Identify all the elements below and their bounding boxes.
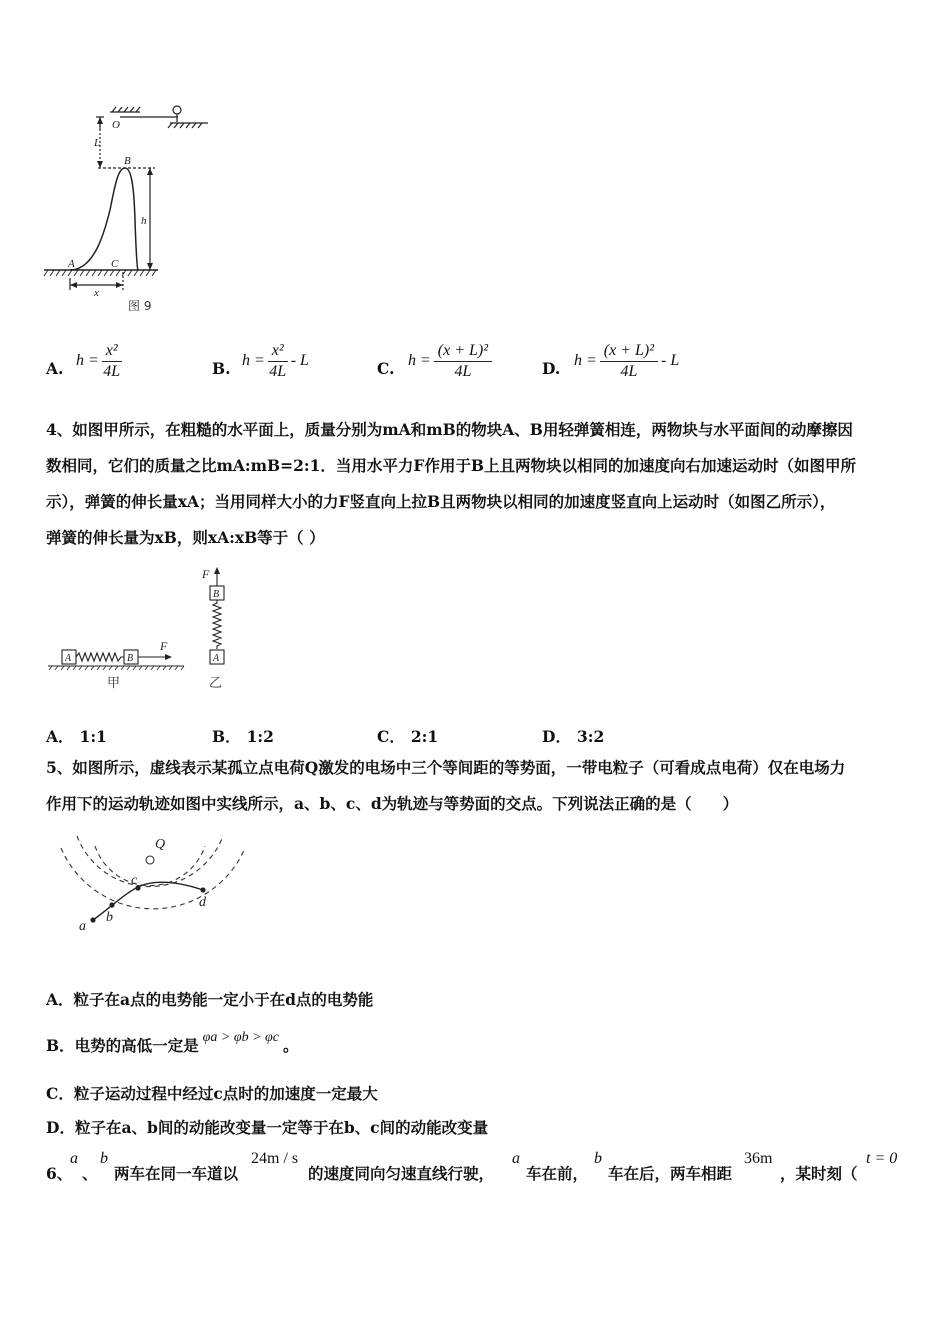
q3-d-num: (x + L)²: [600, 341, 658, 362]
q5-option-d: [46, 1116, 488, 1138]
q5-option-c: [46, 1082, 378, 1104]
q3-b-num: x²: [268, 341, 288, 362]
fig9-label-o: O: [112, 119, 120, 131]
q4-line-2: 数相同，它们的质量之比mA:mB=2:1．当用水平力F作用于B上且两物块以相同的加速度向右加速运动时（如图甲所: [46, 456, 857, 475]
q3-option-d-label: D.: [542, 359, 561, 378]
q5-line-2: 作用下的运动轨迹如图中实线所示，a、b、c、d为轨迹与等势面的交点。下列说法正确的是（ ）: [46, 794, 739, 813]
q3-b-lhs: h =: [242, 352, 265, 370]
q3-option-c-label: C.: [377, 359, 395, 378]
q4-option-a-text: 1:1: [79, 727, 107, 746]
q5-fig-c: c: [131, 873, 138, 888]
q4-option-c: [377, 725, 438, 747]
q4-option-d: [542, 725, 604, 747]
q5-option-d-label: D．: [46, 1118, 75, 1137]
q6-var-b: b: [100, 1150, 108, 1167]
q3-options: [46, 335, 926, 385]
q3-option-a-label: A.: [46, 359, 64, 378]
q3-d-lhs: h =: [574, 352, 597, 370]
q6-text-2: 的速度同向匀速直线行驶，: [308, 1164, 495, 1183]
q3-option-b-label: B.: [212, 359, 231, 378]
yi-block-a: A: [213, 653, 220, 664]
q6-sep: 、: [82, 1164, 98, 1183]
q4-option-d-text: 3:2: [576, 727, 605, 746]
q6-t-zero: t = 0: [866, 1150, 898, 1167]
q5-fig-b: b: [106, 910, 113, 925]
fig9-label-x: x: [94, 287, 99, 299]
yi-block-b: B: [213, 589, 220, 600]
q3-b-den: 4L: [269, 363, 287, 380]
q3-option-a-formula: [76, 341, 125, 382]
q6-var-a2: a: [512, 1150, 520, 1167]
q5-option-b-end: 。: [282, 1036, 299, 1055]
q5-figure: [55, 828, 255, 958]
q5-option-a-text: 粒子在a点的电势能一定小于在d点的电势能: [73, 990, 374, 1009]
q6-speed: 24m / s: [251, 1150, 299, 1167]
q4-option-b-text: 1:2: [246, 727, 274, 746]
q5-option-b: [46, 1030, 299, 1056]
q5-option-b-text: 电势的高低一定是: [74, 1036, 199, 1055]
q3-a-den: 4L: [103, 363, 121, 380]
q3-option-b-formula: [242, 341, 309, 382]
q3-c-den: 4L: [454, 363, 472, 380]
q4-option-c-text: 2:1: [410, 727, 439, 746]
q4-option-c-label: C．: [377, 727, 405, 746]
q4-option-d-label: D．: [542, 727, 571, 746]
q6-text-4: 车在后，两车相距: [608, 1164, 733, 1183]
fig9-label-h: h: [141, 215, 147, 227]
q3-a-num: x²: [102, 341, 122, 362]
q4-line-3: 示），弹簧的伸长量xA；当用同样大小的力F竖直向上拉B且两物块以相同的加速度竖直向上运动时（如图乙所示），: [46, 492, 836, 511]
q4-line-4: 弹簧的伸长量为xB，则xA:xB等于（ ）: [46, 528, 325, 547]
q3-c-lhs: h =: [408, 352, 431, 370]
q5-option-a-label: A．: [46, 990, 74, 1009]
yi-force-label: F: [202, 567, 210, 581]
fig9-label-l: L: [94, 137, 101, 149]
jia-block-a: A: [65, 653, 72, 664]
q4-option-b: [212, 725, 274, 747]
q3-d-den: 4L: [620, 363, 638, 380]
q5-fig-q: Q: [155, 837, 166, 852]
q4-option-b-label: B．: [212, 727, 241, 746]
q6-var-b2: b: [594, 1150, 602, 1167]
q3-a-lhs: h =: [76, 352, 99, 370]
fig9-caption: 图 9: [128, 299, 152, 313]
q3-c-num: (x + L)²: [434, 341, 492, 362]
q5-option-b-label: B．: [46, 1036, 75, 1055]
jia-force-label: F: [160, 639, 168, 653]
q3-option-c-formula: [408, 341, 495, 382]
q4-option-a: [46, 725, 107, 747]
q6-distance: 36m: [744, 1150, 773, 1167]
fig9-label-b: B: [124, 155, 131, 167]
fig-jia-caption: 甲: [107, 676, 121, 691]
fig-yi-caption: 乙: [209, 676, 223, 691]
q6-text-1: 两车在同一车道以: [114, 1164, 239, 1183]
q6-stem: [46, 1150, 916, 1190]
q3-d-tail: - L: [661, 352, 680, 370]
q3-option-d-formula: [574, 341, 679, 382]
q5-fig-d: d: [199, 895, 206, 910]
q5-option-b-math: φa > φb > φc: [202, 1030, 279, 1045]
q3-b-tail: - L: [290, 352, 309, 370]
q5-stem: [46, 750, 911, 822]
q5-option-a: [46, 988, 373, 1010]
q5-fig-a: a: [79, 919, 86, 934]
q5-option-d-text: 粒子在a、b间的动能改变量一定等于在b、c间的动能改变量: [74, 1118, 489, 1137]
q6-text-3: 车在前，: [526, 1164, 589, 1183]
q4-line-1: 4、如图甲所示，在粗糙的水平面上，质量分别为mA和mB的物块A、B用轻弹簧相连，两物块与水平面间的动摩擦因: [46, 420, 853, 439]
q5-line-1: 5、如图所示，虚线表示某孤立点电荷Q激发的电场中三个等间距的等势面，一带电粒子（可看成点电荷）仅在电场力: [46, 758, 846, 777]
figure-9: [40, 100, 220, 315]
q6-var-a: a: [70, 1150, 78, 1167]
jia-block-b: B: [127, 653, 134, 664]
q6-text-5: ，某时刻（: [780, 1164, 858, 1183]
q5-option-c-text: 粒子运动过程中经过c点时的加速度一定最大: [73, 1084, 378, 1103]
q4-option-a-label: A．: [46, 727, 74, 746]
q4-stem: [46, 412, 911, 556]
q5-option-c-label: C．: [46, 1084, 74, 1103]
fig9-label-c: C: [111, 258, 119, 270]
fig9-label-a: A: [68, 258, 75, 270]
q6-number: 6、: [46, 1164, 73, 1183]
q4-figure: [44, 562, 244, 694]
